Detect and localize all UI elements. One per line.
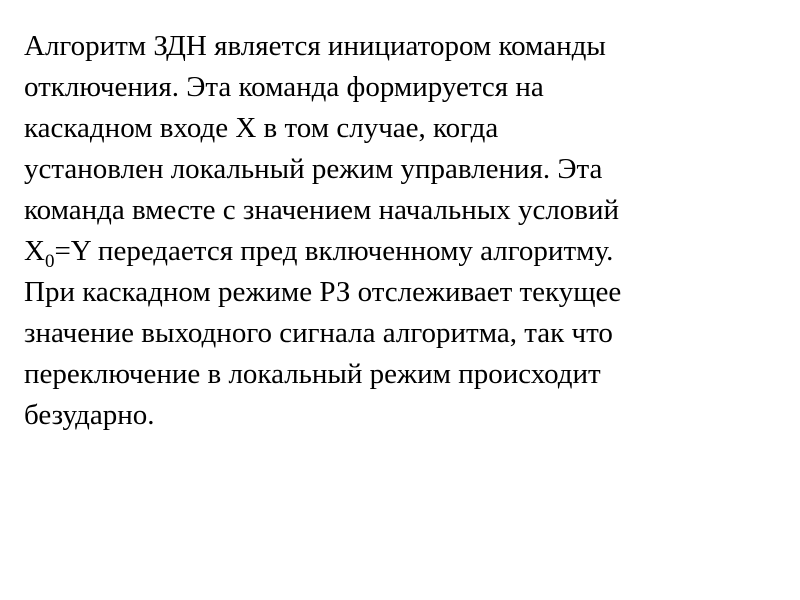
text-line: переключение в локальный режим происходит [24, 358, 601, 390]
text-line: установлен локальный режим управления. Эта [24, 153, 603, 185]
text-line: безударно. [24, 399, 155, 431]
text-line: Алгоритм ЗДН является инициатором команды [24, 30, 606, 62]
text-line: отключения. Эта команда формируется на [24, 71, 544, 103]
formula-rest: =Y передается пред включенному алгоритму. [54, 235, 614, 267]
text-line: значение выходного сигнала алгоритма, так что [24, 317, 613, 349]
formula-subscript: 0 [44, 251, 55, 272]
formula-variable: X [24, 235, 45, 267]
text-line: команда вместе с значением начальных условий [24, 194, 620, 226]
formula-line [24, 231, 784, 272]
body-paragraph [24, 26, 784, 436]
text-line: каскадном входе Х в том случае, когда [24, 112, 499, 144]
text-line: При каскадном режиме РЗ отслеживает текущее [24, 276, 622, 308]
